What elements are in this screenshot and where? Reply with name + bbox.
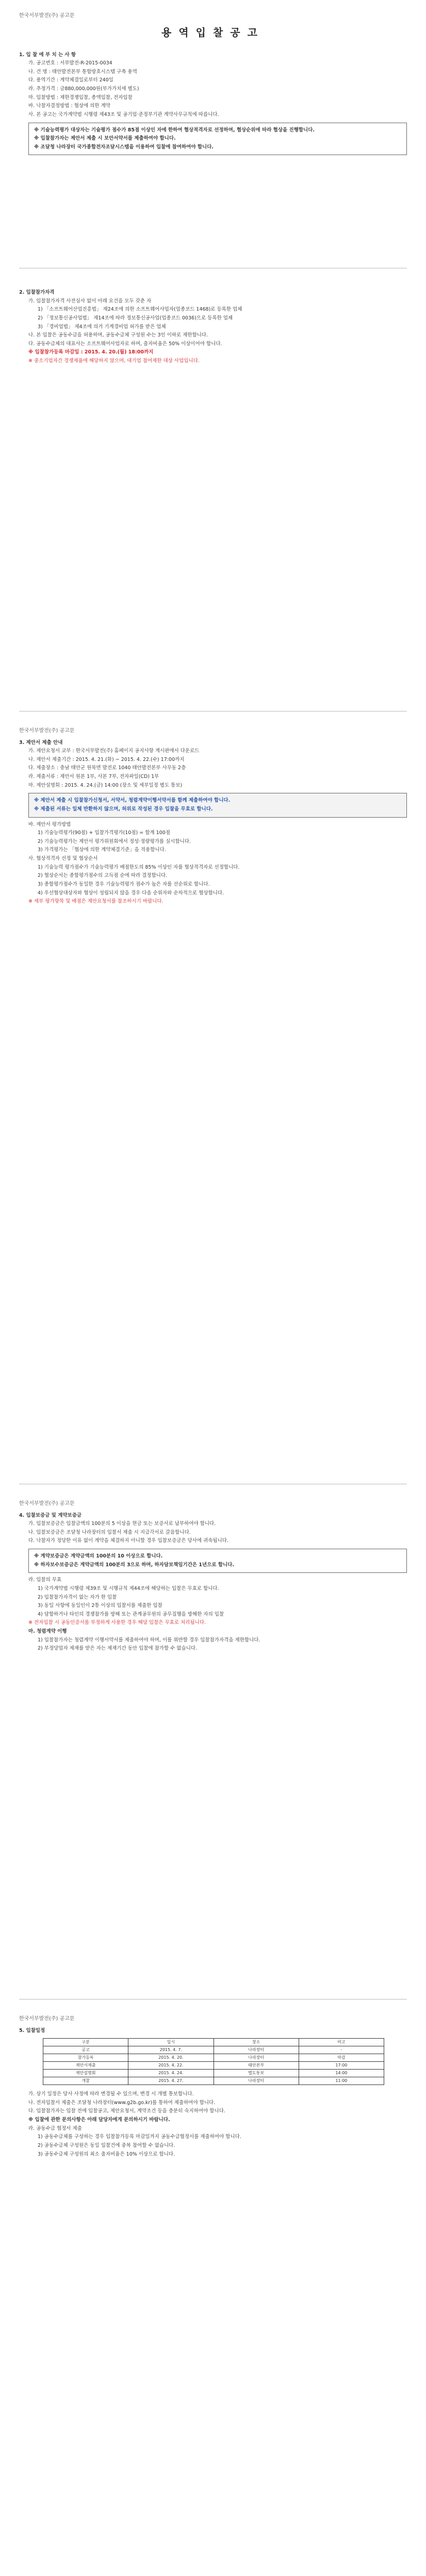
item-bid-method: 마. 입찰방법 : 제한경쟁입찰, 총액입찰, 전자입찰 — [28, 94, 133, 100]
highlight-note: ※ 전자입찰 시 공동인증서를 부정하게 사용한 경우 해당 입찰은 무효로 처리됩니다. — [28, 1620, 206, 1626]
org-name: 한국서부발전(주) 공고문 — [19, 1501, 75, 1506]
table-cell: 제안설명회 — [43, 2070, 128, 2077]
table-cell: 14:00 — [335, 2071, 348, 2076]
list-item: 1) 「소프트웨어산업진흥법」 제24조에 의한 소프트웨어사업자(업종코드 1468)로 등록한 업체 — [38, 307, 242, 313]
table-row — [43, 2062, 384, 2070]
table-cell: 2015. 4. 7. — [128, 2046, 214, 2054]
notice-box — [28, 793, 407, 817]
org-name: 한국서부발전(주) 공고문 — [19, 2016, 75, 2022]
list-item: 다. 제출장소 : 충남 태안군 원북면 발전로 1040 태안발전본부 사무동 2층 — [28, 765, 186, 771]
subsection-heading: 마. 청렴계약 이행 — [28, 1629, 67, 1634]
table-cell: 태안본부 — [214, 2062, 299, 2069]
section-heading: 4. 입찰보증금 및 계약보증금 — [19, 1512, 82, 1518]
table-cell: 나라장터 — [214, 2077, 299, 2084]
list-item: 나. 전자입찰서 제출은 조달청 나라장터(www.g2b.go.kr)를 통하여 제출하여야 합니다. — [28, 2099, 216, 2106]
list-item: 다. 공동수급체의 대표사는 소프트웨어사업자로 하며, 출자비율은 50% 이상이어야 합니다. — [28, 341, 222, 347]
table-cell: 2015. 4. 24. — [128, 2070, 214, 2077]
list-item: 나. 제안서 제출기간 : 2015. 4. 21.(화) ~ 2015. 4. 22.(수) 17:00까지 — [28, 756, 185, 762]
list-item: 다. 입찰참가자는 입찰 전에 입찰공고, 제안요청서, 계약조건 등을 충분히 숙지하여야 합니다. — [28, 2108, 225, 2114]
list-item: 3) 동일 사항에 동일인이 2통 이상의 입찰서를 제출한 입찰 — [38, 1603, 162, 1609]
table-header-cell: 구분 — [43, 2039, 128, 2046]
item-period: 다. 용역기간 : 계약체결일로부터 240일 — [28, 77, 113, 83]
section-deposit — [19, 1499, 407, 1653]
list-item: 2) 협상순서는 종합평가점수의 고득점 순에 따라 결정합니다. — [38, 873, 168, 879]
list-item: 가. 제안요청서 교부 : 한국서부발전(주) 홈페이지 공지사항 게시판에서 다운로드 — [28, 748, 200, 754]
list-item: 바. 제안서 평가방법 — [28, 821, 71, 827]
list-item: 1) 공동수급체를 구성하는 경우 입찰참가등록 마감일까지 공동수급협정서를 제출하여야 합니다. — [38, 2134, 241, 2140]
table-header-cell: 비고 — [337, 2040, 346, 2045]
list-item: 가. 입찰보증금은 입찰금액의 100분의 5 이상을 현금 또는 보증서로 납부하여야 합니다. — [28, 1521, 216, 1527]
table-header-cell: 장소 — [214, 2039, 299, 2046]
list-item: 1) 기술능력평가(90점) + 입찰가격평가(10점) = 합계 100점 — [38, 830, 170, 836]
section-schedule — [19, 2014, 407, 2159]
list-item: 가. 상기 일정은 당사 사정에 따라 변경될 수 있으며, 변경 시 개별 통보합니다. — [28, 2091, 194, 2097]
list-item: 3) 종합평가점수가 동일한 경우 기술능력평가 점수가 높은 자를 선순위로 합니다. — [38, 881, 210, 887]
table-header-cell: 일시 — [128, 2039, 214, 2046]
list-item: 4) 우선협상대상자와 협상이 성립되지 않을 경우 다음 순위자와 순차적으로 협상합니다. — [38, 890, 224, 896]
item-legal-basis: 사. 본 공고는 국가계약법 시행령 제43조 및 공기업·준정부기관 계약사무규칙에 따릅니다. — [28, 111, 219, 117]
section-heading: 2. 입찰참가자격 — [19, 290, 55, 295]
list-item: 라. 입찰의 무효 — [28, 1577, 62, 1583]
notice-line: ※ 입찰참가자는 제안서 제출 시 보안서약서를 제출하여야 합니다. — [34, 135, 176, 142]
table-cell: 2015. 4. 22. — [128, 2062, 214, 2069]
notice-line: ※ 조달청 나라장터 국가종합전자조달시스템을 이용하여 입찰에 참여하여야 합니다. — [34, 144, 214, 150]
list-item: 2) 공동수급체 구성원은 동일 입찰건에 중복 참여할 수 없습니다. — [38, 2142, 175, 2148]
table-cell: 나라장터 — [214, 2046, 299, 2054]
list-item: 3) 「경비업법」 제4조에 의거 기계경비업 허가를 받은 업체 — [38, 324, 166, 330]
notice-line: ※ 기술능력평가 대상자는 기술평가 점수가 85점 이상인 자에 한하여 협상적격자로 선정하며, 협상순위에 따라 협상을 진행합니다. — [34, 127, 315, 133]
list-item: 나. 입찰보증금은 조달청 나라장터의 입찰서 제출 시 지급각서로 갈음합니다. — [28, 1529, 191, 1535]
item-estimated-price: 라. 추정가격 : 금880,000,000원(부가가치세 별도) — [28, 86, 139, 92]
list-item: 2) 부정당업자 제재를 받은 자는 제재기간 동안 입찰에 참가할 수 없습니다. — [38, 1646, 198, 1652]
notice-line: ※ 제출된 서류는 일체 반환하지 않으며, 허위로 작성된 경우 입찰을 무효로 합니다. — [34, 806, 213, 812]
org-name: 한국서부발전(주) 공고문 — [19, 728, 75, 734]
table-cell: 나라장터 — [214, 2054, 299, 2061]
table-cell: 마감 — [337, 2055, 346, 2060]
table-cell: 참가등록 — [43, 2054, 128, 2061]
list-item: 3) 가격평가는 「협상에 의한 계약체결기준」을 적용합니다. — [38, 847, 166, 853]
table-row — [43, 2054, 384, 2062]
table-row — [43, 2070, 384, 2077]
table-cell: 11:00 — [335, 2078, 348, 2083]
table-row — [43, 2046, 384, 2054]
item-notice-number: 가. 공고번호 : 서부발전-R-2015-0034 — [28, 60, 112, 66]
list-item: 3) 공동수급체 구성원의 최소 출자비율은 10% 이상으로 합니다. — [38, 2151, 175, 2157]
item-award-method: 바. 낙찰자결정방법 : 협상에 의한 계약 — [28, 103, 110, 109]
list-item: 4) 담합하거나 타인의 경쟁참가를 방해 또는 관계공무원의 공무집행을 방해한 자의 입찰 — [38, 1611, 224, 1617]
list-item: 사. 협상적격자 선정 및 협상순서 — [28, 856, 98, 861]
section-proposal — [19, 726, 407, 906]
item-project-name: 나. 건 명 : 태안발전본부 통합방호시스템 구축 용역 — [28, 69, 137, 75]
table-cell: 17:00 — [335, 2063, 348, 2068]
page-title: 용역입찰공고 — [161, 26, 265, 39]
highlight-note: ※ 중소기업자간 경쟁제품에 해당하지 않으며, 대기업 참여제한 대상 사업입니다. — [28, 358, 200, 364]
highlight-note: ※ 입찰참가등록 마감일 : 2015. 4. 20.(월) 18:00까지 — [28, 349, 154, 355]
schedule-table-header — [43, 2038, 384, 2046]
table-cell: 2015. 4. 27. — [128, 2077, 214, 2084]
section-eligibility — [19, 289, 407, 366]
highlight-note: ※ 세부 평가항목 및 배점은 제안요청서를 참조하시기 바랍니다. — [28, 899, 163, 905]
table-cell: 개찰 — [43, 2077, 128, 2084]
schedule-table — [19, 2038, 407, 2085]
notice-line: ※ 하자보수보증금은 계약금액의 100분의 3으로 하며, 하자담보책임기간은 1년으로 합니다. — [34, 1562, 234, 1568]
list-item: 가. 입찰참가자격 사전심사 없이 아래 요건을 모두 갖춘 자 — [28, 298, 152, 304]
list-item: 마. 제안설명회 : 2015. 4. 24.(금) 14:00 (장소 및 세부일정 별도 통보) — [28, 782, 183, 788]
table-row — [43, 2077, 384, 2085]
list-item: 다. 낙찰자가 정당한 이유 없이 계약을 체결하지 아니할 경우 입찰보증금은 당사에 귀속됩니다. — [28, 1538, 228, 1544]
section-heading: 5. 입찰일정 — [19, 2027, 45, 2033]
list-item: 2) 기술능력평가는 제안서 평가위원회에서 정성·정량평가를 실시합니다. — [38, 838, 191, 844]
org-name: 한국서부발전(주) 공고문 — [19, 13, 75, 19]
list-item: 2) 「정보통신공사업법」 제14조에 따라 정보통신공사업(업종코드 0036)으로 등록한 업체 — [38, 315, 233, 321]
notice-line: ※ 제안서 제출 시 입찰참가신청서, 서약서, 청렴계약이행서약서를 함께 제출하여야 합니다. — [34, 798, 231, 804]
table-cell: - — [340, 2047, 342, 2053]
table-cell: 공고 — [43, 2046, 128, 2054]
list-item: 1) 입찰참가자는 청렴계약 이행서약서를 제출하여야 하며, 이를 위반할 경우 입찰참가자격을 제한합니다. — [38, 1637, 260, 1643]
list-item: 나. 본 입찰은 공동수급을 허용하며, 공동수급체 구성원 수는 3인 이하로 제한합니다. — [28, 332, 208, 338]
list-item: 2) 입찰참가자격이 없는 자가 한 입찰 — [38, 1594, 117, 1600]
list-item: 라. 제출서류 : 제안서 원본 1부, 사본 7부, 전자파일(CD) 1부 — [28, 774, 159, 779]
notice-box — [28, 123, 407, 156]
section-overview — [19, 11, 407, 158]
notice-box — [28, 1549, 407, 1573]
list-item: 라. 공동수급 협정서 제출 — [28, 2125, 82, 2131]
table-cell: 제안서제출 — [43, 2062, 128, 2069]
table-cell: 별도통보 — [214, 2070, 299, 2077]
section-heading: 1. 입 찰 에 부 치 는 사 항 — [19, 52, 76, 58]
section-heading: 3. 제안서 제출 안내 — [19, 739, 63, 745]
table-cell: 2015. 4. 20. — [128, 2054, 214, 2061]
highlight-note: ※ 입찰에 관한 문의사항은 아래 담당자에게 문의하시기 바랍니다. — [28, 2117, 170, 2123]
list-item: 1) 국가계약법 시행령 제39조 및 시행규칙 제44조에 해당하는 입찰은 무효로 합니다. — [38, 1585, 219, 1591]
notice-line: ※ 계약보증금은 계약금액의 100분의 10 이상으로 합니다. — [34, 1553, 163, 1559]
list-item: 1) 기술능력 평가점수가 기술능력평가 배점한도의 85% 이상인 자를 협상적격자로 선정합니다. — [38, 864, 240, 870]
